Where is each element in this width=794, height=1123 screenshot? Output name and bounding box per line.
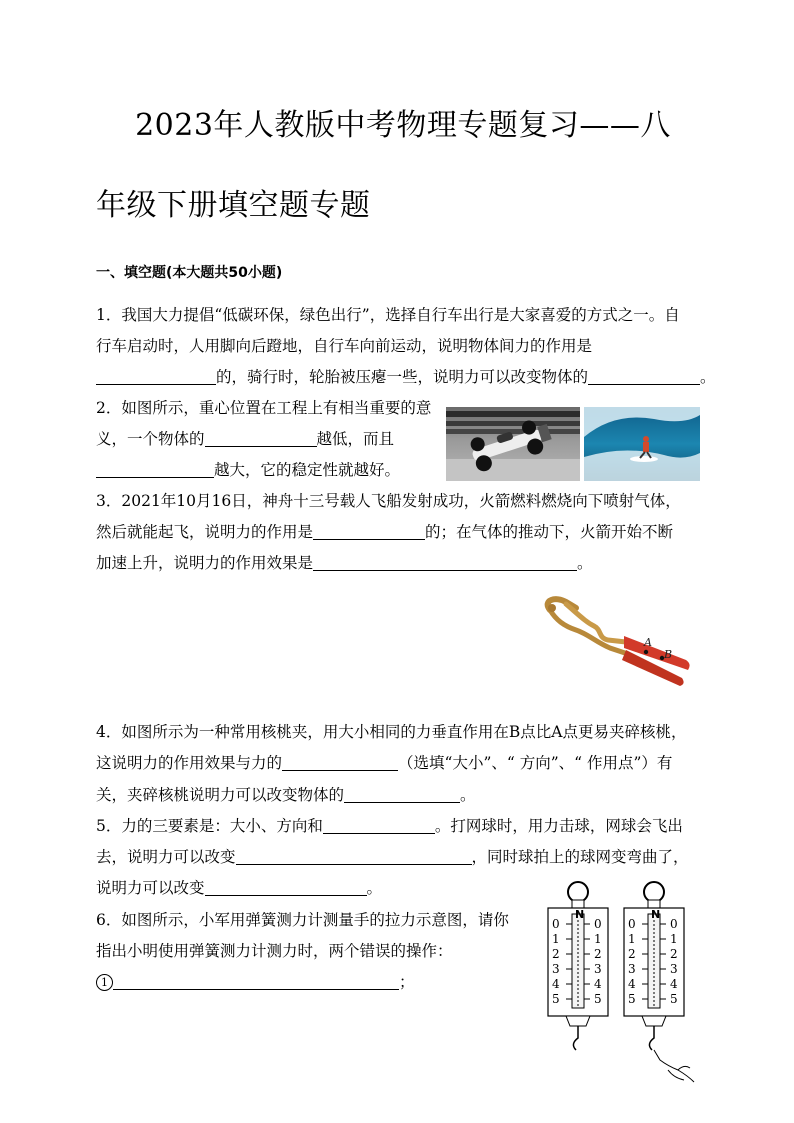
q4-blank-2[interactable] — [344, 786, 460, 803]
document-title-line1: 2023年人教版中考物理专题复习——八 — [135, 108, 671, 143]
scale-tick-label-left: 2 — [628, 947, 636, 961]
q4-line2 — [96, 753, 672, 773]
q4-line3 — [96, 785, 476, 805]
scale-tick-label-right: 3 — [594, 962, 602, 976]
q3-line2-text-a: 然后就能起飞，说明力的作用是 — [96, 523, 314, 541]
scale-tick-label-left: 2 — [552, 947, 560, 961]
q4-line3-text-a: 关，夹碎核桃说明力可以改变物体的 — [96, 786, 345, 804]
q2-blank-2[interactable] — [96, 461, 214, 478]
scale-top-cap — [572, 900, 584, 908]
scale-tick-label-left: 5 — [628, 992, 636, 1006]
q4-line1: 4．如图所示为一种常用核桃夹，用大小相同的力垂直作用在B点比A点更易夹碎核桃， — [96, 723, 687, 741]
q5-blank-1[interactable] — [323, 817, 435, 834]
q6-blank-1[interactable] — [113, 973, 399, 990]
scale-tick-label-right: 4 — [670, 977, 678, 991]
scale-tick-label-left: 5 — [552, 992, 560, 1006]
surfer-photo — [584, 407, 700, 481]
spring-scales-figure — [538, 880, 708, 1090]
scale-bottom-cap — [566, 1016, 590, 1026]
nutcracker-label-a: A — [644, 636, 652, 649]
q5-line3-text-b: 。 — [366, 879, 383, 897]
q6-line1: 6．如图所示，小军用弹簧测力计测量手的拉力示意图，请你 — [96, 911, 509, 929]
scale-tick-label-right: 5 — [594, 992, 602, 1006]
spring-scale-right — [624, 882, 684, 1050]
scale-tick-label-right: 3 — [670, 962, 678, 976]
scale-top-cap — [648, 900, 660, 908]
q1-line3-text-b: 。 — [700, 368, 716, 386]
hand-icon — [654, 1050, 694, 1082]
q5-blank-2[interactable] — [236, 848, 472, 865]
q4-line3-text-b: 。 — [460, 786, 476, 804]
q5-line1 — [96, 816, 683, 836]
q3-line3-text-a: 加速上升，说明力的作用效果是 — [96, 554, 314, 572]
scale-tick-label-right: 4 — [594, 977, 602, 991]
scale-tick-label-left: 4 — [628, 977, 636, 991]
q2-blank-1[interactable] — [205, 430, 317, 447]
q2-line3-text: 越大，它的稳定性就越好。 — [214, 461, 401, 479]
scale-bottom-cap — [642, 1016, 666, 1026]
scale-tick-label-right: 1 — [670, 932, 678, 946]
q5-blank-3[interactable] — [205, 879, 367, 896]
q6-line3-end: ； — [399, 973, 415, 991]
scale-hook — [573, 1026, 578, 1050]
q5-line1-text-a: 5．力的三要素是：大小、方向和 — [96, 817, 323, 835]
scale-tick-label-right: 1 — [594, 932, 602, 946]
q5-line2-text-a: 去，说明力可以改变 — [96, 848, 236, 866]
scale-tick-label-right: 0 — [670, 917, 678, 931]
section-heading: 一、填空题(本大题共50小题) — [96, 265, 283, 281]
q5-line1-text-b: 。打网球时，用力击球，网球会飞出 — [434, 817, 683, 835]
q1-line1: 1．我国大力提倡“低碳环保，绿色出行”，选择自行车出行是大家喜爱的方式之一。自 — [96, 306, 680, 324]
scale-tick-label-left: 1 — [552, 932, 560, 946]
q4-line2-text-a: 这说明力的作用效果与力的 — [96, 754, 283, 772]
scale-ring — [644, 882, 664, 902]
q2-line3 — [96, 460, 400, 480]
scale-tick-label-right: 2 — [670, 947, 678, 961]
nutcracker-figure — [536, 596, 696, 692]
q3-line3 — [96, 553, 593, 573]
q1-line3 — [96, 367, 716, 387]
scale-tick-label-left: 4 — [552, 977, 560, 991]
scale-tick-label-right: 0 — [594, 917, 602, 931]
q1-line3-text-a: 的，骑行时，轮胎被压瘪一些，说明力可以改变物体的 — [216, 368, 589, 386]
q3-blank-2[interactable] — [313, 554, 577, 571]
q3-line1: 3．2021年10月16日，神舟十三号载人飞船发射成功，火箭燃料燃烧向下喷射气体， — [96, 492, 681, 510]
q2-line2-text-a: 义，一个物体的 — [96, 430, 205, 448]
q4-line2-text-b: （选填“大小”、“ 方向”、“ 作用点”）有 — [398, 754, 673, 772]
scale-hook — [649, 1026, 654, 1050]
scale-tick-label-left: 3 — [552, 962, 560, 976]
scale-unit-label: N — [575, 908, 585, 921]
spring-scale-left — [548, 882, 608, 1050]
q6-line3 — [96, 972, 415, 992]
scale-tick-label-left: 0 — [628, 917, 636, 931]
q1-line2: 行车启动时，人用脚向后蹬地，自行车向前运动，说明物体间力的作用是 — [96, 337, 593, 355]
q2-line1: 2．如图所示，重心位置在工程上有相当重要的意 — [96, 399, 432, 417]
q3-line3-text-b: 。 — [577, 554, 593, 572]
q6-marker-1: 1 — [96, 974, 113, 991]
scale-tick-label-right: 5 — [670, 992, 678, 1006]
q2-line2 — [96, 429, 394, 449]
q4-blank-1[interactable] — [282, 754, 398, 771]
q2-line2-text-b: 越低，而且 — [316, 430, 395, 448]
scale-tick-label-left: 0 — [552, 917, 560, 931]
q5-line3 — [96, 878, 382, 898]
nutcracker-label-b: B — [664, 648, 673, 661]
q3-line2 — [96, 522, 673, 542]
q5-line2 — [96, 847, 689, 867]
q1-blank-2[interactable] — [588, 368, 700, 385]
scale-ring — [568, 882, 588, 902]
scale-tick-label-left: 3 — [628, 962, 636, 976]
q3-blank-1[interactable] — [313, 523, 425, 540]
scale-unit-label: N — [651, 908, 661, 921]
q6-line2: 指出小明使用弹簧测力计测力时，两个错误的操作： — [96, 942, 453, 960]
scale-tick-label-left: 1 — [628, 932, 636, 946]
q5-line2-text-b: ，同时球拍上的球网变弯曲了， — [471, 848, 689, 866]
q5-line3-text-a: 说明力可以改变 — [96, 879, 205, 897]
scale-tick-label-right: 2 — [594, 947, 602, 961]
q3-line2-text-b: 的；在气体的推动下，火箭开始不断 — [425, 523, 674, 541]
race-car-photo — [446, 407, 580, 481]
document-title-line2: 年级下册填空题专题 — [96, 188, 371, 223]
q1-blank-1[interactable] — [96, 368, 216, 385]
